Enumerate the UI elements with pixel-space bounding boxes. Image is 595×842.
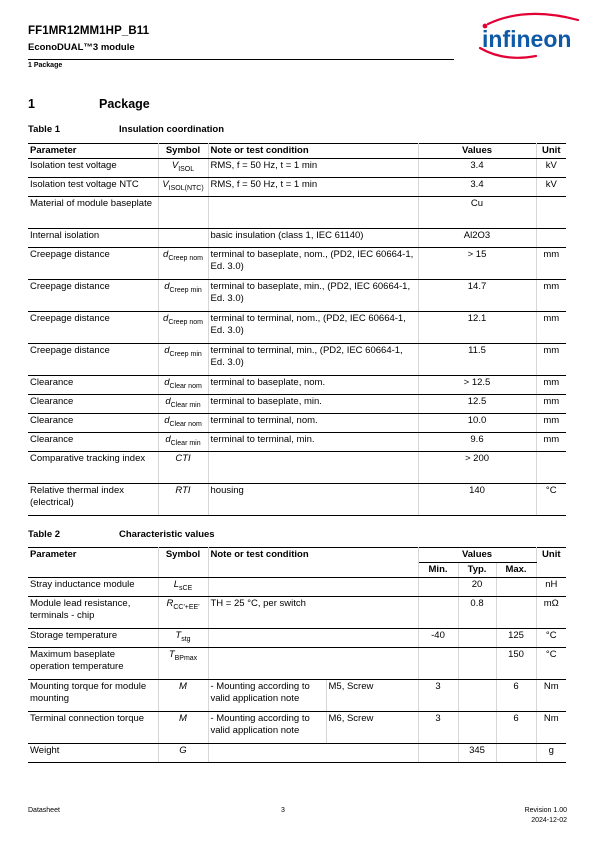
table2-title: Characteristic values bbox=[119, 529, 215, 540]
table-row bbox=[28, 648, 566, 680]
max-cell bbox=[496, 578, 536, 597]
min-cell bbox=[418, 648, 458, 680]
min-cell: -40 bbox=[418, 629, 458, 648]
characteristic-values-table bbox=[28, 547, 566, 763]
condition-cell bbox=[208, 578, 418, 597]
column-header: Parameter bbox=[28, 548, 158, 578]
condition-cell: housing bbox=[208, 484, 418, 516]
symbol-cell bbox=[158, 629, 208, 648]
table-row bbox=[28, 312, 566, 344]
table-row bbox=[28, 376, 566, 395]
parameter-cell: Creepage distance bbox=[28, 344, 158, 376]
symbol-cell bbox=[158, 680, 208, 712]
symbol-letter: d bbox=[163, 313, 169, 324]
table1-title: Insulation coordination bbox=[119, 124, 225, 135]
symbol-cell bbox=[158, 344, 208, 376]
symbol-letter: L bbox=[173, 579, 180, 590]
condition-cell: - Mounting according to valid application note bbox=[208, 712, 326, 744]
unit-cell bbox=[536, 452, 566, 484]
table-row bbox=[28, 395, 566, 414]
symbol-subscript: Clear min bbox=[170, 401, 201, 409]
parameter-cell: Clearance bbox=[28, 376, 158, 395]
min-cell bbox=[418, 597, 458, 629]
parameter-cell: Maximum baseplate operation temperature bbox=[28, 648, 158, 680]
table-row bbox=[28, 680, 566, 712]
symbol-cell bbox=[158, 197, 208, 229]
column-header: Note or test condition bbox=[208, 144, 418, 159]
max-cell: 150 bbox=[496, 648, 536, 680]
value-cell: 3.4 bbox=[418, 178, 536, 197]
symbol-subscript: ISOL bbox=[178, 165, 195, 173]
table2-label: Table 2 bbox=[28, 529, 61, 540]
parameter-cell: Isolation test voltage bbox=[28, 159, 158, 178]
parameter-cell: Creepage distance bbox=[28, 280, 158, 312]
condition-cell bbox=[208, 452, 418, 484]
symbol-letter: M bbox=[179, 681, 187, 692]
unit-cell: °C bbox=[536, 484, 566, 516]
unit-cell: kV bbox=[536, 178, 566, 197]
section-title: Package bbox=[99, 97, 150, 111]
parameter-cell: Stray inductance module bbox=[28, 578, 158, 597]
value-cell: 3.4 bbox=[418, 159, 536, 178]
symbol-letter: T bbox=[168, 649, 175, 660]
symbol-subscript: ISOL(NTC) bbox=[168, 184, 204, 192]
infineon-logo bbox=[474, 10, 588, 60]
column-header: Unit bbox=[536, 548, 566, 578]
unit-cell: mΩ bbox=[536, 597, 566, 629]
symbol-cell bbox=[158, 744, 208, 763]
typ-cell bbox=[458, 629, 496, 648]
max-cell: 6 bbox=[496, 680, 536, 712]
table-row bbox=[28, 744, 566, 763]
unit-cell: mm bbox=[536, 414, 566, 433]
parameter-cell: Relative thermal index (electrical) bbox=[28, 484, 158, 516]
symbol-letter: d bbox=[164, 281, 170, 292]
unit-cell: mm bbox=[536, 248, 566, 280]
parameter-cell: Internal isolation bbox=[28, 229, 158, 248]
symbol-subscript: BPmax bbox=[174, 654, 198, 662]
table-row bbox=[28, 712, 566, 744]
max-cell bbox=[496, 744, 536, 763]
table-row bbox=[28, 578, 566, 597]
table-header-row bbox=[28, 548, 566, 563]
table-row bbox=[28, 197, 566, 229]
symbol-cell bbox=[158, 376, 208, 395]
header-section-ref: 1 Package bbox=[28, 62, 63, 69]
typ-cell bbox=[458, 712, 496, 744]
condition-cell: RMS, f = 50 Hz, t = 1 min bbox=[208, 159, 418, 178]
table-row bbox=[28, 178, 566, 197]
symbol-cell bbox=[158, 433, 208, 452]
parameter-cell: Creepage distance bbox=[28, 312, 158, 344]
typ-cell: 345 bbox=[458, 744, 496, 763]
unit-cell bbox=[536, 229, 566, 248]
unit-cell: kV bbox=[536, 159, 566, 178]
symbol-letter: d bbox=[164, 415, 170, 426]
value-cell: 14.7 bbox=[418, 280, 536, 312]
parameter-cell: Storage temperature bbox=[28, 629, 158, 648]
value-cell: > 15 bbox=[418, 248, 536, 280]
symbol-cell bbox=[158, 229, 208, 248]
max-cell bbox=[496, 597, 536, 629]
unit-cell: Nm bbox=[536, 712, 566, 744]
value-cell: 12.5 bbox=[418, 395, 536, 414]
column-header: Symbol bbox=[158, 548, 208, 578]
symbol-subscript: Clear min bbox=[170, 439, 201, 447]
table-row bbox=[28, 344, 566, 376]
table-row bbox=[28, 229, 566, 248]
header-divider bbox=[28, 59, 454, 60]
table-row bbox=[28, 629, 566, 648]
symbol-letter: M bbox=[179, 713, 187, 724]
symbol-cell bbox=[158, 280, 208, 312]
document-module-type: EconoDUAL™3 module bbox=[28, 42, 135, 53]
document-part-number: FF1MR12MM1HP_B11 bbox=[28, 25, 150, 37]
symbol-cell bbox=[158, 712, 208, 744]
parameter-cell: Comparative tracking index bbox=[28, 452, 158, 484]
value-cell: 12.1 bbox=[418, 312, 536, 344]
unit-cell: mm bbox=[536, 433, 566, 452]
condition-cell: terminal to terminal, nom. bbox=[208, 414, 418, 433]
condition-cell: terminal to baseplate, nom. bbox=[208, 376, 418, 395]
symbol-cell bbox=[158, 648, 208, 680]
footer-page-number: 3 bbox=[281, 807, 285, 814]
condition-cell bbox=[208, 197, 418, 229]
column-header-typ: Typ. bbox=[458, 563, 496, 578]
symbol-subscript: Creep nom bbox=[168, 318, 203, 326]
unit-cell: mm bbox=[536, 376, 566, 395]
symbol-letter: d bbox=[164, 345, 170, 356]
parameter-cell: Clearance bbox=[28, 433, 158, 452]
typ-cell bbox=[458, 680, 496, 712]
symbol-cell bbox=[158, 597, 208, 629]
symbol-cell bbox=[158, 178, 208, 197]
unit-cell: mm bbox=[536, 395, 566, 414]
value-cell: > 200 bbox=[418, 452, 536, 484]
min-cell: 3 bbox=[418, 680, 458, 712]
symbol-letter: d bbox=[165, 396, 171, 407]
condition-cell: RMS, f = 50 Hz, t = 1 min bbox=[208, 178, 418, 197]
parameter-cell: Clearance bbox=[28, 395, 158, 414]
unit-cell bbox=[536, 197, 566, 229]
column-header: Symbol bbox=[158, 144, 208, 159]
symbol-subscript: Clear nom bbox=[169, 420, 202, 428]
footer-revision: Revision 1.00 bbox=[524, 807, 567, 814]
column-header-min: Min. bbox=[418, 563, 458, 578]
condition-cell: TH = 25 °C, per switch bbox=[208, 597, 418, 629]
unit-cell: nH bbox=[536, 578, 566, 597]
parameter-cell: Terminal connection torque bbox=[28, 712, 158, 744]
symbol-subscript: stg bbox=[181, 635, 191, 643]
symbol-subscript: Creep min bbox=[169, 286, 202, 294]
unit-cell: g bbox=[536, 744, 566, 763]
symbol-subscript: Clear nom bbox=[169, 382, 202, 390]
logo-wordmark: infineon bbox=[482, 26, 572, 52]
value-cell: > 12.5 bbox=[418, 376, 536, 395]
column-header-max: Max. bbox=[496, 563, 536, 578]
footer-doc-type: Datasheet bbox=[28, 807, 60, 814]
condition-cell: basic insulation (class 1, IEC 61140) bbox=[208, 229, 418, 248]
condition-detail-cell: M5, Screw bbox=[326, 680, 418, 712]
value-cell: Al2O3 bbox=[418, 229, 536, 248]
value-cell: 10.0 bbox=[418, 414, 536, 433]
section-number: 1 bbox=[28, 97, 35, 111]
table-row bbox=[28, 433, 566, 452]
symbol-letter: G bbox=[179, 745, 187, 756]
symbol-letter: T bbox=[175, 630, 182, 641]
unit-cell: Nm bbox=[536, 680, 566, 712]
symbol-letter: d bbox=[164, 377, 170, 388]
max-cell: 125 bbox=[496, 629, 536, 648]
condition-cell bbox=[208, 629, 418, 648]
symbol-letter: V bbox=[171, 160, 179, 171]
max-cell: 6 bbox=[496, 712, 536, 744]
symbol-letter: V bbox=[162, 179, 169, 190]
parameter-cell: Material of module baseplate bbox=[28, 197, 158, 229]
symbol-cell bbox=[158, 578, 208, 597]
symbol-letter: RTI bbox=[175, 485, 191, 496]
table-row bbox=[28, 597, 566, 629]
table-row bbox=[28, 159, 566, 178]
unit-cell: °C bbox=[536, 629, 566, 648]
insulation-coordination-table bbox=[28, 143, 566, 516]
condition-detail-cell: M6, Screw bbox=[326, 712, 418, 744]
parameter-cell: Isolation test voltage NTC bbox=[28, 178, 158, 197]
table-row bbox=[28, 414, 566, 433]
table-header-row bbox=[28, 144, 566, 159]
symbol-subscript: CC'+EE' bbox=[173, 603, 200, 611]
column-header: Note or test condition bbox=[208, 548, 418, 578]
typ-cell: 0.8 bbox=[458, 597, 496, 629]
symbol-letter: d bbox=[165, 434, 171, 445]
unit-cell: mm bbox=[536, 312, 566, 344]
symbol-letter: R bbox=[166, 598, 174, 609]
table-row bbox=[28, 280, 566, 312]
condition-cell: terminal to baseplate, min. bbox=[208, 395, 418, 414]
symbol-subscript: Creep min bbox=[169, 350, 202, 358]
condition-cell bbox=[208, 744, 418, 763]
table1-label: Table 1 bbox=[28, 124, 61, 135]
symbol-letter: d bbox=[163, 249, 169, 260]
table-row bbox=[28, 452, 566, 484]
condition-cell: terminal to terminal, nom., (PD2, IEC 60664-1, Ed. 3.0) bbox=[208, 312, 418, 344]
condition-cell: terminal to baseplate, nom., (PD2, IEC 60664-1, Ed. 3.0) bbox=[208, 248, 418, 280]
condition-cell: terminal to terminal, min., (PD2, IEC 60664-1, Ed. 3.0) bbox=[208, 344, 418, 376]
column-header: Values bbox=[418, 548, 536, 563]
symbol-cell bbox=[158, 159, 208, 178]
typ-cell bbox=[458, 648, 496, 680]
symbol-subscript: Creep nom bbox=[168, 254, 203, 262]
symbol-cell bbox=[158, 248, 208, 280]
symbol-cell bbox=[158, 452, 208, 484]
min-cell: 3 bbox=[418, 712, 458, 744]
value-cell: 11.5 bbox=[418, 344, 536, 376]
parameter-cell: Weight bbox=[28, 744, 158, 763]
condition-cell: - Mounting according to valid application note bbox=[208, 680, 326, 712]
parameter-cell: Module lead resistance, terminals - chip bbox=[28, 597, 158, 629]
column-header: Unit bbox=[536, 144, 566, 159]
condition-cell: terminal to terminal, min. bbox=[208, 433, 418, 452]
typ-cell: 20 bbox=[458, 578, 496, 597]
column-header: Values bbox=[418, 144, 536, 159]
min-cell bbox=[418, 744, 458, 763]
unit-cell: °C bbox=[536, 648, 566, 680]
value-cell: Cu bbox=[418, 197, 536, 229]
value-cell: 9.6 bbox=[418, 433, 536, 452]
value-cell: 140 bbox=[418, 484, 536, 516]
footer-date: 2024-12-02 bbox=[531, 817, 567, 824]
min-cell bbox=[418, 578, 458, 597]
parameter-cell: Mounting torque for module mounting bbox=[28, 680, 158, 712]
table-row bbox=[28, 248, 566, 280]
symbol-cell bbox=[158, 312, 208, 344]
symbol-cell bbox=[158, 484, 208, 516]
symbol-subscript: sCE bbox=[179, 584, 193, 592]
parameter-cell: Clearance bbox=[28, 414, 158, 433]
symbol-letter: CTI bbox=[175, 453, 191, 464]
unit-cell: mm bbox=[536, 280, 566, 312]
table-row bbox=[28, 484, 566, 516]
symbol-cell bbox=[158, 395, 208, 414]
symbol-cell bbox=[158, 414, 208, 433]
column-header: Parameter bbox=[28, 144, 158, 159]
parameter-cell: Creepage distance bbox=[28, 248, 158, 280]
condition-cell bbox=[208, 648, 418, 680]
unit-cell: mm bbox=[536, 344, 566, 376]
condition-cell: terminal to baseplate, min., (PD2, IEC 60664-1, Ed. 3.0) bbox=[208, 280, 418, 312]
